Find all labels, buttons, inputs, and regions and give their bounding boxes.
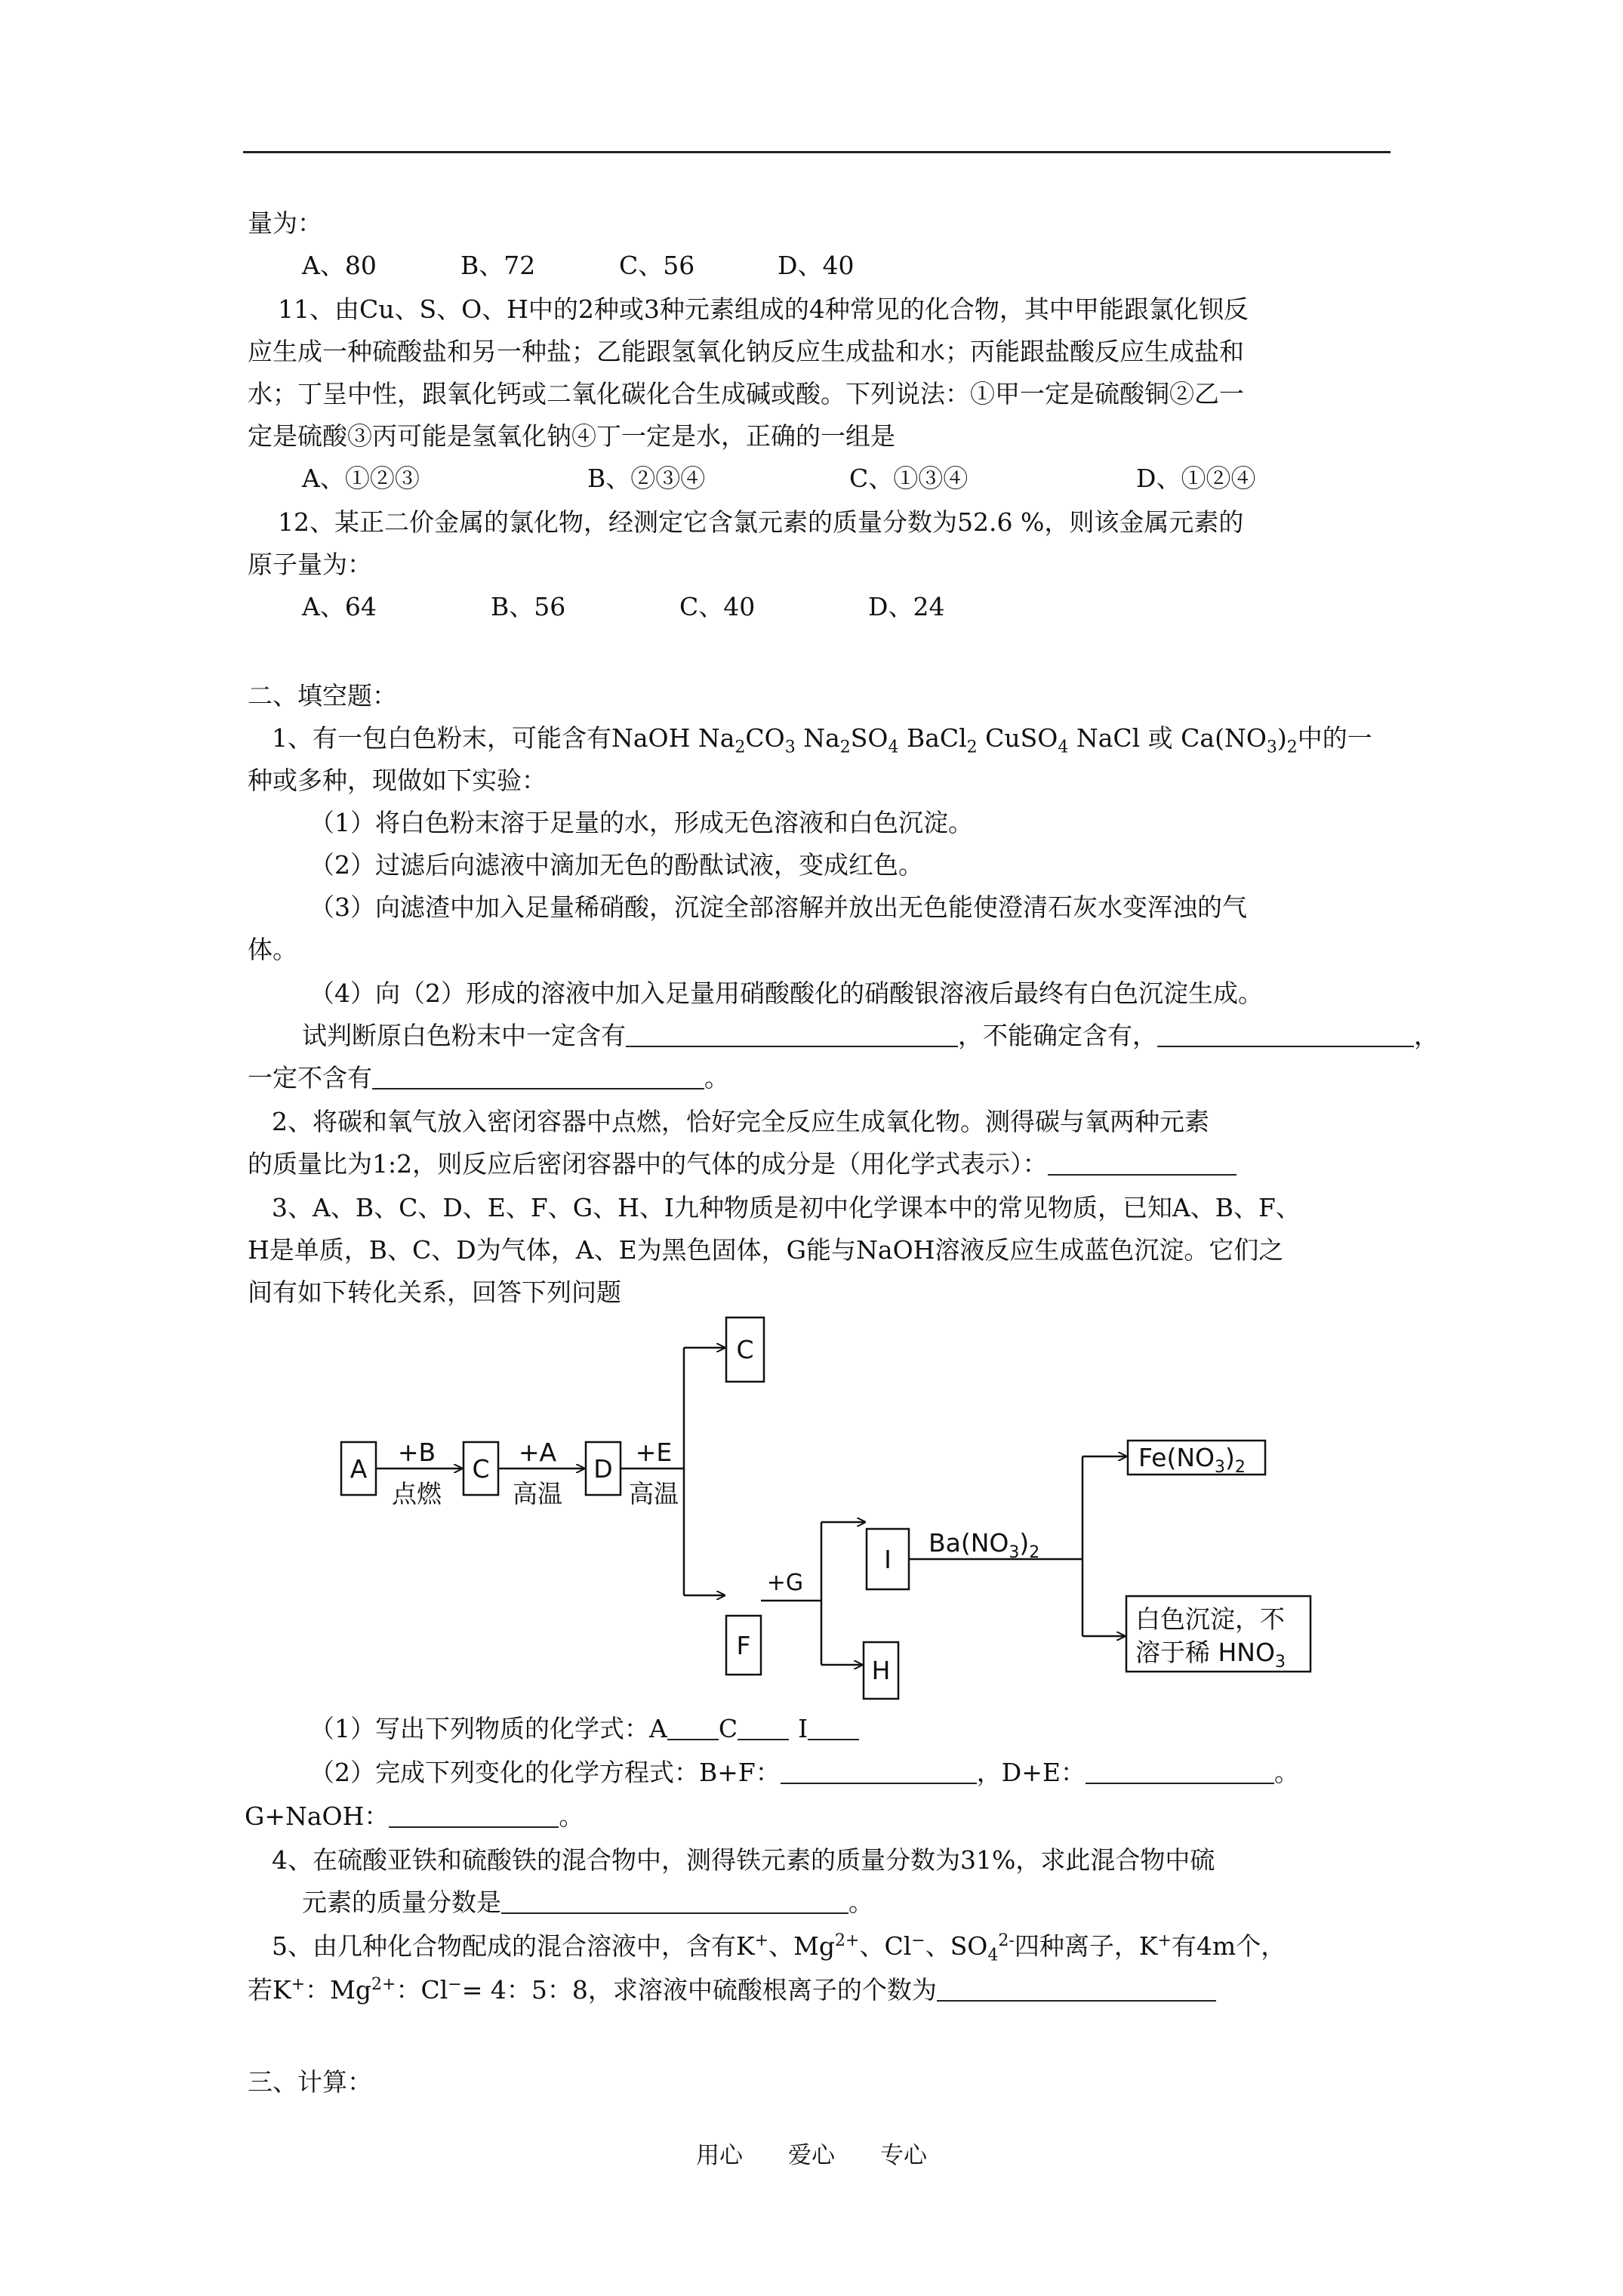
f1-line-2: 种或多种，现做如下实验： [248, 766, 547, 795]
section-title-calculation: 三、计算： [248, 2067, 372, 2097]
f3-line-2: H是单质，B、C、D为气体，A、E为黑色固体，G能与NaOH溶液反应生成蓝色沉淀。它们之 [248, 1235, 1284, 1265]
f1-step-3: （3）向滤渣中加入足量稀硝酸，沉淀全部溶解并放出无色能使澄清石灰水变浑浊的气 [310, 892, 1247, 922]
f3-sub-2-cont [245, 1794, 584, 1839]
footer-word-1: 用心 [696, 2142, 743, 2169]
f1-period: 。 [704, 1063, 729, 1093]
answer-blank-I[interactable] [808, 1710, 859, 1740]
q12-option-b: B、56 [491, 592, 566, 621]
q10-tail: 量为： [248, 208, 322, 238]
f5-line-1: 5、由几种化合物配成的混合溶液中，含有K+、$Mg^{2+}$、Cl−、$SO_4^{2-}$四种离子，K+有4m个， [272, 1931, 1286, 1965]
f4-line-2-text: 元素的质量分数是 [302, 1888, 501, 1917]
footer-word-3: 专心 [880, 2142, 927, 2169]
label-I: I [884, 1545, 892, 1574]
label-plus-E: +E [635, 1438, 673, 1467]
q10-option-b: B、72 [460, 251, 536, 280]
f3-sub-2-gnaoh: G+NaOH： [245, 1801, 390, 1831]
label-plus-B: +B [397, 1438, 436, 1467]
f1-intro: 1、有一包白色粉末，可能含有 [272, 723, 611, 753]
f3-sub-2-de: ，D+E： [976, 1758, 1086, 1787]
q11-line-3: 水；丁呈中性，跟氧化钙或二氧化碳化合生成碱或酸。下列说法：①甲一定是硫酸铜②乙一 [248, 379, 1244, 408]
q12-option-d: D、24 [868, 592, 945, 621]
q12-option-a: A、64 [302, 592, 377, 621]
f2-line-1: 2、将碳和氧气放入密闭容器中点燃，恰好完全反应生成氧化物。测得碳与氧两种元素 [272, 1107, 1209, 1136]
f1-line-1: 1、有一包白色粉末，可能含有NaOH $Na_2CO_3$ $Na_2SO_4$ BaCl$_2$ CuSO$_4$ NaCl 或 $Ca(NO_3)_2$中的一 [272, 723, 1372, 757]
label-FeNO3: $Fe(NO_3)_2$ [1138, 1443, 1246, 1477]
f3-sub-1-text: （1）写出下列物质的化学式：A [310, 1714, 667, 1743]
f3-sub-1-c: C [718, 1714, 738, 1743]
f2-line-2-text: 的质量比为1:2，则反应后密闭容器中的气体的成分是（用化学式表示）： [248, 1149, 1048, 1179]
f1-step-4: （4）向（2）形成的溶液中加入足量用硝酸酸化的硝酸银溶液后最终有白色沉淀生成。 [310, 978, 1263, 1008]
label-C-top: C [736, 1335, 754, 1364]
f1-judge-text-2: ，不能确定含有， [958, 1021, 1157, 1050]
q12-line-2: 原子量为： [248, 550, 372, 579]
f4-line-2 [302, 1880, 873, 1925]
section-title-fill-in: 二、填空题： [248, 681, 397, 710]
label-precip-2: 溶于稀 $HNO_3$ [1135, 1638, 1286, 1672]
label-plus-A: +A [518, 1438, 557, 1467]
f1-step-1: （1）将白色粉末溶于足量的水，形成无色溶液和白色沉淀。 [310, 808, 973, 837]
q11-line-1: 11、由Cu、S、O、H中的2种或3种元素组成的4种常见的化合物，其中甲能跟氯化钡反 [278, 294, 1249, 324]
label-C-mid: C [472, 1454, 490, 1484]
f1-intro-end: 中的一 [1297, 723, 1372, 753]
f3-line-3: 间有如下转化关系，回答下列问题 [248, 1277, 621, 1307]
label-F: F [736, 1631, 751, 1660]
q11-line-4: 定是硫酸③丙可能是氢氧化钠④丁一定是水，正确的一组是 [248, 421, 895, 451]
q11-option-b: B、②③④ [587, 464, 706, 493]
q11-line-2: 应生成一种硫酸盐和另一种盐；乙能跟氢氧化钠反应生成盐和水；丙能跟盐酸反应生成盐和 [248, 337, 1244, 366]
f1-step-2: （2）过滤后向滤液中滴加无色的酚酞试液，变成红色。 [310, 850, 923, 880]
page-footer [0, 2137, 1623, 2174]
f3-sub-2-period: 。 [1274, 1758, 1299, 1787]
f3-sub-2-text: （2）完成下列变化的化学方程式：B+F： [310, 1758, 781, 1787]
f1-judge-text: 试判断原白色粉末中一定含有 [302, 1021, 626, 1050]
label-BaNO3: $Ba(NO_3)_2$ [929, 1528, 1040, 1562]
answer-blank-sulfate-count[interactable] [937, 1971, 1216, 2002]
f1-judge-comma: ， [1414, 1021, 1439, 1050]
f3-sub-2 [310, 1750, 1299, 1795]
f4-period: 。 [848, 1888, 873, 1917]
label-high-temp-1: 高温 [513, 1479, 562, 1509]
answer-blank-A[interactable] [667, 1710, 719, 1740]
answer-blank-sulfur[interactable] [501, 1884, 848, 1914]
f3-line-1: 3、A、B、C、D、E、F、G、H、I九种物质是初中化学课本中的常见物质，已知A、B、F、 [272, 1193, 1301, 1222]
label-D: D [593, 1454, 613, 1484]
q11-option-d: D、①②④ [1136, 464, 1256, 493]
answer-blank-BF[interactable] [781, 1754, 977, 1784]
answer-blank-GNaOH[interactable] [389, 1798, 559, 1828]
label-high-temp-2: 高温 [629, 1479, 679, 1509]
label-H: H [871, 1656, 891, 1685]
f3-sub-1 [310, 1706, 859, 1752]
label-precip-1: 白色沉淀，不 [1135, 1604, 1285, 1634]
q10-option-a: A、80 [302, 251, 377, 280]
q12-option-c: C、40 [679, 592, 756, 621]
f3-sub-1-i: I [798, 1714, 808, 1743]
f1-step-3-cont: 体。 [248, 935, 297, 964]
label-A: A [350, 1454, 368, 1484]
f4-line-1: 4、在硫酸亚铁和硫酸铁的混合物中，测得铁元素的质量分数为31%，求此混合物中硫 [272, 1845, 1215, 1875]
f5-line-2: 若K+：$Mg^{2+}$：Cl−= 4：5：8，求溶液中硫酸根离子的个数为 [248, 1968, 1216, 2013]
answer-blank-C[interactable] [738, 1710, 789, 1740]
q10-option-c: C、56 [619, 251, 695, 280]
label-plus-G: +G [766, 1570, 804, 1596]
f3-sub-2-end: 。 [559, 1801, 584, 1831]
answer-blank-DE[interactable] [1086, 1754, 1274, 1784]
q11-option-c: C、①③④ [849, 464, 969, 493]
footer-word-2: 爱心 [788, 2142, 835, 2169]
label-ignite: 点燃 [392, 1479, 442, 1509]
f1-not-contains-text: 一定不含有 [248, 1063, 372, 1093]
q10-option-d: D、40 [778, 251, 855, 280]
q11-option-a: A、①②③ [302, 464, 420, 493]
q12-line-1: 12、某正二价金属的氯化物，经测定它含氯元素的质量分数为52.6 %，则该金属元素的 [278, 507, 1244, 537]
